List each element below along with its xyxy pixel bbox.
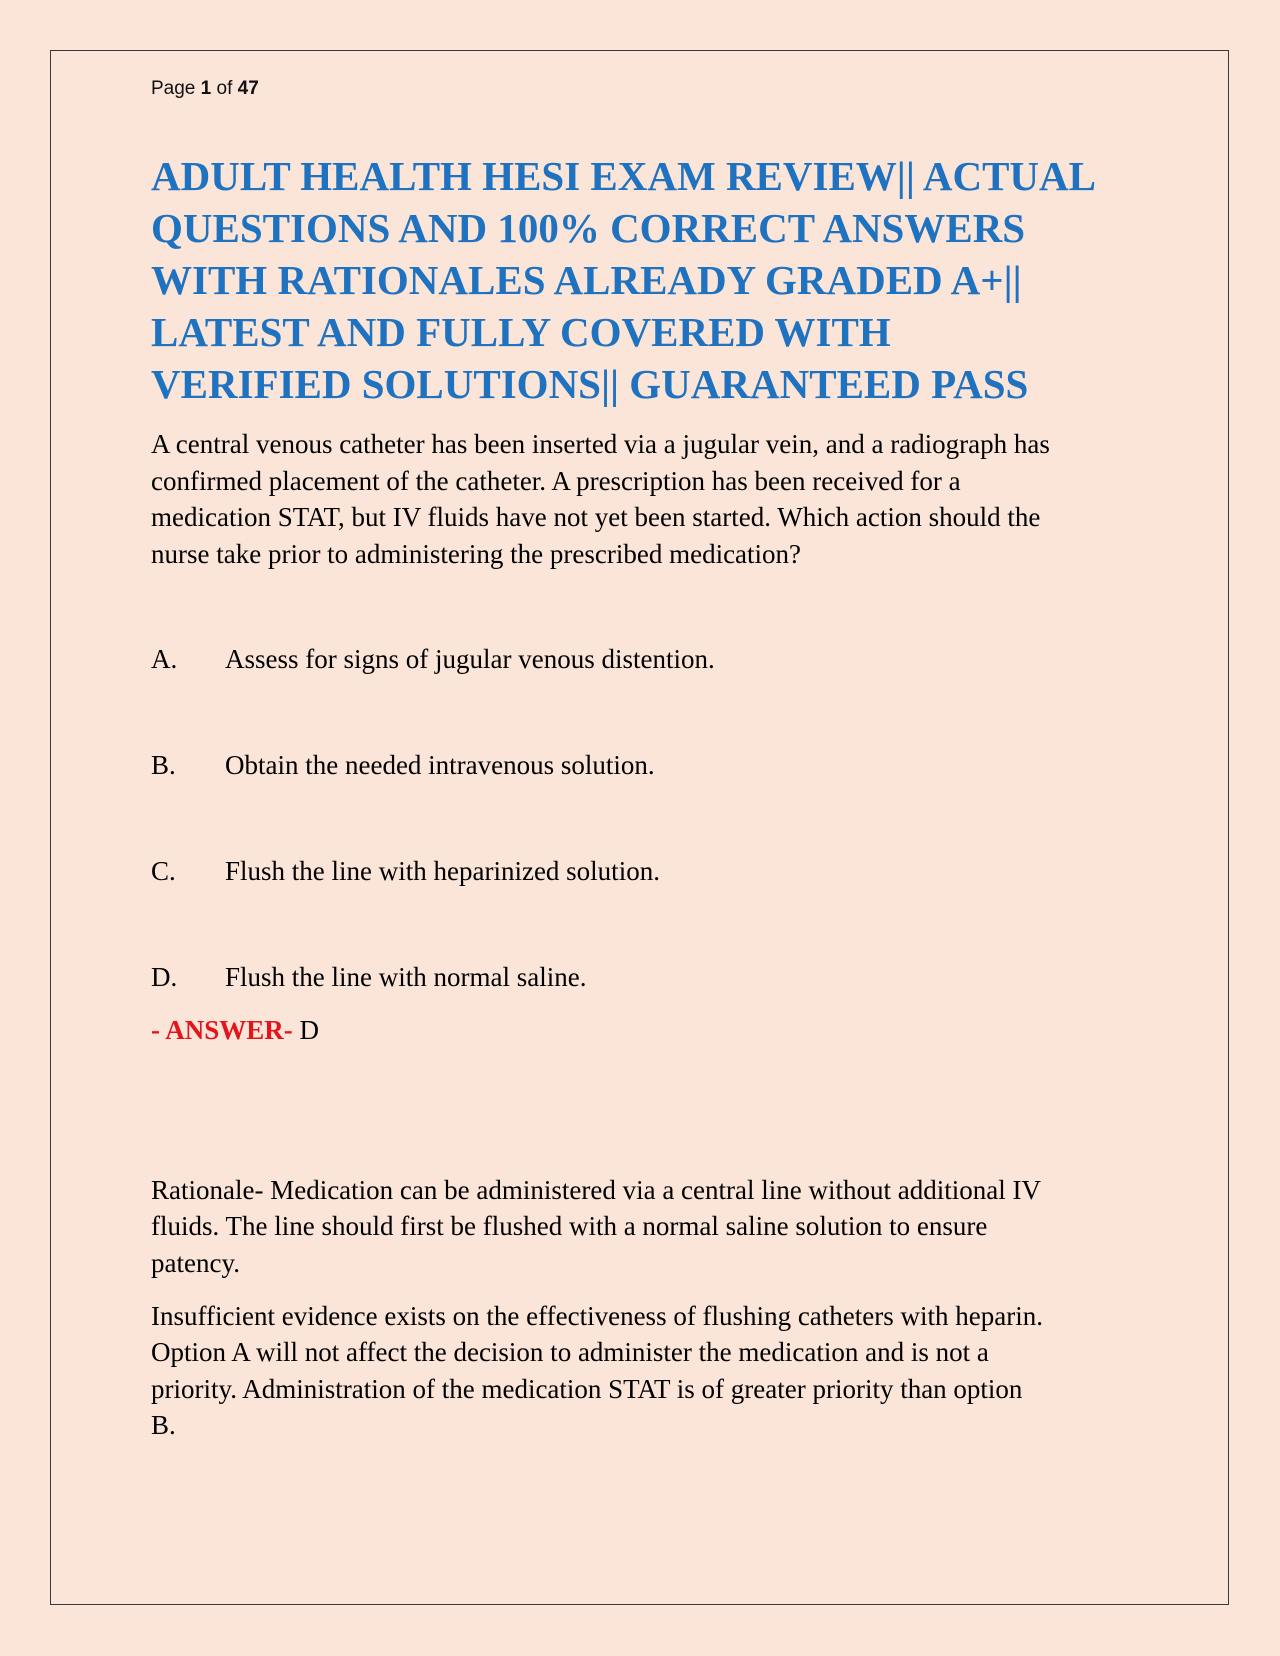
title-line: VERIFIED SOLUTIONS|| GUARANTEED PASS — [151, 361, 1029, 407]
option-letter: D. — [151, 962, 178, 992]
option-letter: B. — [151, 750, 176, 780]
rationale-line: patency. — [151, 1247, 240, 1278]
option-c — [151, 853, 660, 889]
answer-label: - ANSWER- — [151, 1015, 293, 1045]
answer-line — [151, 1012, 319, 1048]
explanation-line: Insufficient evidence exists on the effectiveness of flushing catheters with heparin. — [151, 1301, 1043, 1331]
page-of-label: of — [216, 78, 233, 99]
explanation-line: priority. Administration of the medication STAT is of greater priority than option — [151, 1373, 1023, 1404]
title-line: LATEST AND FULLY COVERED WITH — [151, 309, 891, 355]
question-line: A central venous catheter has been inserted via a jugular vein, and a radiograph has — [151, 429, 1050, 459]
page-current: 1 — [200, 78, 212, 99]
title-line: WITH RATIONALES ALREADY GRADED A+|| — [151, 257, 1022, 303]
explanation-line: B. — [151, 1409, 176, 1440]
question-line: nurse take prior to administering the prescribed medication? — [151, 538, 802, 569]
page-label: Page — [151, 78, 196, 99]
question-line: confirmed placement of the catheter. A prescription has been received for a — [151, 465, 961, 496]
option-d — [151, 959, 586, 995]
option-text: Flush the line with normal saline. — [225, 962, 587, 992]
title-line: QUESTIONS AND 100% CORRECT ANSWERS — [151, 205, 1026, 251]
explanation-paragraph — [151, 1298, 1151, 1443]
option-b — [151, 747, 655, 783]
option-a — [151, 641, 715, 677]
option-text: Assess for signs of jugular venous distention. — [225, 644, 715, 674]
explanation-line: Option A will not affect the decision to administer the medication and is not a — [151, 1337, 989, 1368]
document-title — [151, 150, 1151, 410]
rationale-paragraph — [151, 1172, 1151, 1281]
option-letter: C. — [151, 856, 176, 886]
page-number — [151, 78, 259, 100]
option-text: Flush the line with heparinized solution. — [225, 856, 660, 886]
rationale-line: fluids. The line should first be flushed with a normal saline solution to ensure — [151, 1211, 988, 1242]
rationale-line: Rationale- Medication can be administered via a central line without additional IV — [151, 1175, 1041, 1205]
page-total: 47 — [237, 78, 259, 99]
question-stem — [151, 426, 1151, 572]
option-letter: A. — [151, 644, 178, 674]
answer-value: D — [292, 1015, 320, 1045]
title-line: ADULT HEALTH HESI EXAM REVIEW|| ACTUAL — [151, 153, 1096, 199]
option-text: Obtain the needed intravenous solution. — [225, 750, 655, 780]
question-line: medication STAT, but IV fluids have not yet been started. Which action should the — [151, 502, 1041, 532]
